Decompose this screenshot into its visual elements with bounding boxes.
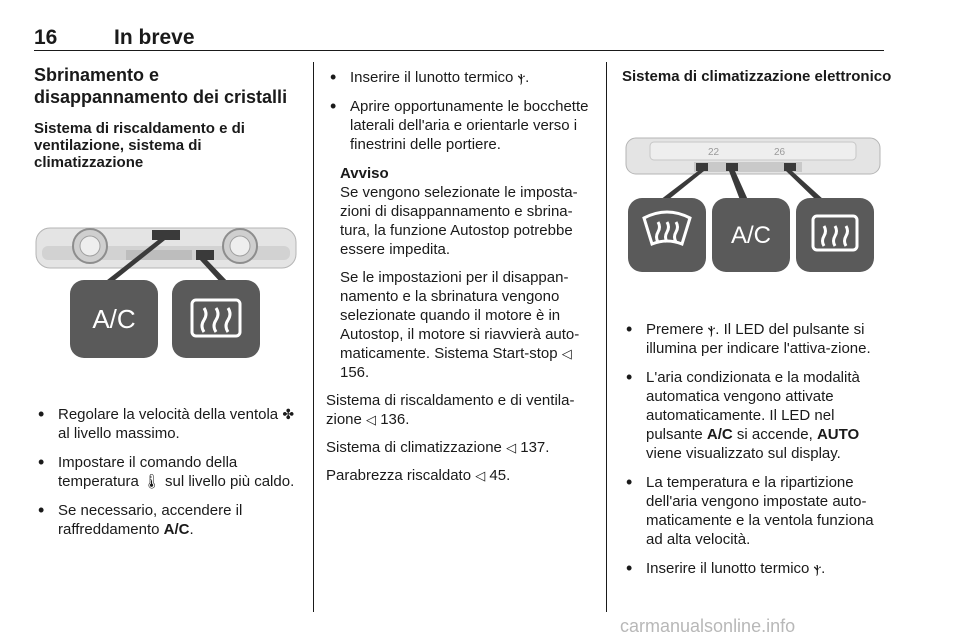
watermark: carmanualsonline.info (620, 616, 796, 636)
list-item: • Se necessario, accendere il raffreddamento A/C. (34, 501, 304, 539)
cross-reference: Sistema di climatizzazione ◁ 137. (326, 439, 550, 456)
list-item: • La temperatura e la ripartizione dell'aria vengono impostate auto-maticamente e la ventola funziona ad alta velocità. (622, 473, 892, 549)
page-header (34, 26, 884, 51)
subsection-title-heating: Sistema di riscaldamento e di ventilazione, sistema di climatizzazione (34, 120, 245, 171)
rear-defrost-icon: ⲯ (813, 560, 822, 576)
list-item: • Inserire il lunotto termico ⲯ. (622, 559, 892, 578)
page-ref-arrow-icon: ◁ (366, 412, 377, 427)
fan-icon: ✤ (282, 406, 295, 422)
front-defrost-icon: ⲯ (707, 321, 716, 337)
list-item: • Impostare il comando della temperatura 🌡 sul livello più caldo. (34, 453, 304, 491)
column-2 (326, 68, 596, 494)
ac-button-label: A/C (92, 304, 136, 334)
figure-heating-panel (34, 222, 302, 362)
note-paragraph: Se vengono selezionate le imposta-zioni di disappannamento e sbrina-tura, la funzione Autostop potrebbe essere impedita. (340, 184, 578, 258)
page-ref-arrow-icon: ◁ (506, 440, 517, 455)
cross-reference: Parabrezza riscaldato ◁ 45. (326, 467, 511, 484)
column-1 (34, 64, 304, 171)
list-item: • Inserire il lunotto termico ⲯ. (326, 68, 596, 87)
page-ref-arrow-icon: ◁ (475, 468, 486, 483)
section-title-electronic-climate: Sistema di climatizzazione elettronico (622, 68, 892, 85)
page-title: In breve (114, 26, 195, 49)
section-title-defrost: Sbrinamento e disappannamento dei cristalli (34, 65, 288, 107)
note-paragraph: Se le impostazioni per il disappan-namento e la sbrinatura vengono selezionate quando il motore è in Autostop, il motore si riavvierà auto-maticamente. Sistema Start-stop ◁ 156. (340, 269, 580, 381)
column-divider-2 (606, 62, 607, 612)
list-item: • Aprire opportunamente le bocchette laterali dell'aria e orientarle verso i finestrini delle portiere. (326, 97, 596, 154)
display-temp-right: 26 (774, 147, 786, 158)
ac-button-label: A/C (730, 222, 772, 249)
list-item: • Regolare la velocità della ventola ✤ al livello massimo. (34, 405, 304, 443)
page-ref-arrow-icon: ◁ (561, 346, 572, 361)
display-temp-left: 22 (708, 147, 720, 158)
figure-electronic-climate-panel (622, 130, 884, 275)
thermometer-icon: 🌡 (143, 473, 161, 489)
list-item: • Premere ⲯ. Il LED del pulsante si illumina per indicare l'attiva-zione. (622, 320, 892, 358)
rear-defrost-icon: ⲯ (517, 69, 526, 85)
list-item: • L'aria condizionata e la modalità automatica vengono attivate automaticamente. Il LED nel pulsante A/C si accende, AUTO viene visualizzato sul display. (622, 368, 892, 463)
column-3 (622, 68, 892, 85)
page-number: 16 (34, 26, 58, 49)
column-divider-1 (313, 62, 314, 612)
column-1-bullets (34, 405, 304, 549)
cross-reference: Sistema di riscaldamento e di ventila-zione ◁ 136. (326, 392, 575, 428)
column-3-bullets (622, 320, 892, 588)
note-title: Avviso (340, 165, 389, 182)
